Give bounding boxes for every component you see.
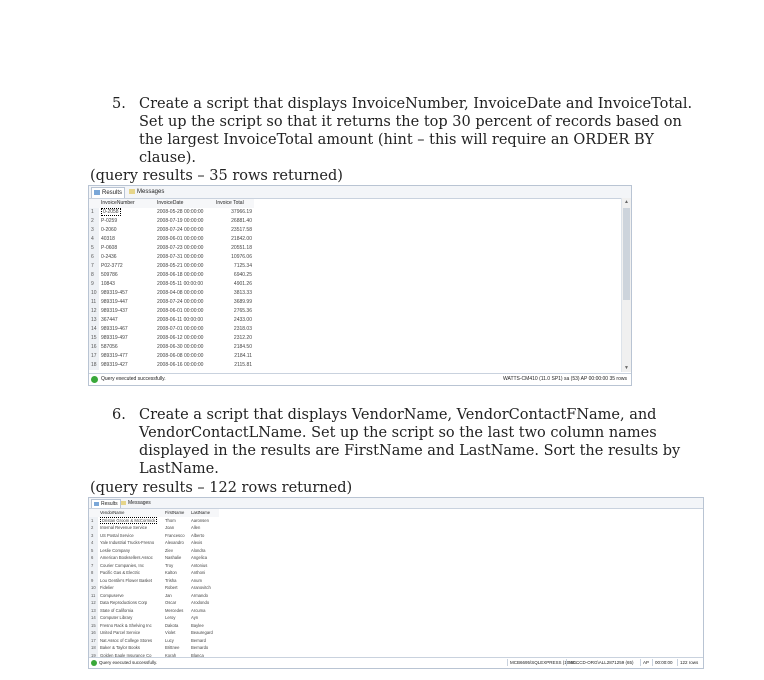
status-message: Query executed successfully.: [101, 376, 166, 382]
table-cell[interactable]: 7125.34: [233, 263, 252, 269]
table-cell[interactable]: Baker & Taylor Books: [100, 645, 140, 650]
table-cell[interactable]: Trisha: [165, 577, 177, 583]
table-row[interactable]: [89, 644, 219, 652]
table-cell[interactable]: 0-2436: [101, 254, 117, 260]
row-number: 11: [89, 298, 99, 307]
table-cell[interactable]: 10976.06: [231, 254, 252, 260]
results-tab[interactable]: Results: [91, 187, 125, 198]
table-cell[interactable]: 2008-06-16 00:00:00: [157, 362, 204, 368]
table-cell[interactable]: P-0608: [101, 245, 118, 251]
table-cell[interactable]: Brittnee: [165, 645, 180, 650]
table-row[interactable]: [89, 622, 219, 630]
table-cell[interactable]: 4901.26: [233, 281, 252, 287]
table-cell[interactable]: 2008-04-08 00:00:00: [157, 290, 204, 296]
table-row[interactable]: [89, 539, 219, 547]
table-cell[interactable]: 10843: [101, 281, 115, 287]
table-row[interactable]: [89, 562, 219, 570]
table-cell[interactable]: Dakota: [165, 622, 179, 628]
messages-icon: [129, 189, 135, 194]
row-number: 14: [89, 614, 98, 622]
table-cell[interactable]: 989319-497: [101, 335, 128, 341]
results-grid-1: [88, 185, 632, 386]
table-cell[interactable]: Jan: [165, 592, 172, 598]
row-number: 2: [89, 524, 98, 532]
table-cell[interactable]: Leroy: [165, 615, 176, 620]
table-cell[interactable]: Thom: [165, 517, 176, 523]
row-number: 18: [89, 644, 98, 652]
column-header[interactable]: LastName: [189, 509, 219, 517]
row-number: 12: [89, 599, 98, 607]
table-cell[interactable]: Nat Assoc of College Stores: [100, 637, 153, 643]
row-number: 6: [89, 554, 98, 562]
table-cell[interactable]: 2115.81: [234, 362, 252, 368]
results-table: [89, 199, 254, 370]
table-row[interactable]: [89, 577, 219, 585]
table-cell[interactable]: 2433.00: [233, 317, 252, 323]
row-number: 9: [89, 280, 99, 289]
table-cell[interactable]: 989319-477: [101, 353, 128, 359]
table-cell[interactable]: Anum: [191, 577, 202, 583]
table-cell[interactable]: Arodondo: [191, 600, 210, 605]
row-number: 16: [89, 343, 99, 352]
status-message: Query executed successfully.: [99, 660, 158, 665]
table-row[interactable]: [89, 607, 219, 615]
table-cell[interactable]: 2008-07-19 00:00:00: [157, 218, 204, 224]
row-number: 17: [89, 352, 99, 361]
table-cell[interactable]: 2008-06-30 00:00:00: [157, 344, 204, 350]
table-cell[interactable]: 2008-06-18 00:00:00: [157, 272, 204, 278]
table-cell[interactable]: 2008-07-31 00:00:00: [157, 254, 204, 260]
table-cell[interactable]: 2008-07-23 00:00:00: [157, 245, 204, 251]
table-row[interactable]: [89, 361, 254, 370]
row-number: 8: [89, 569, 98, 577]
status-bar: [89, 373, 631, 385]
table-cell[interactable]: [98, 517, 163, 525]
results-table: [89, 509, 219, 657]
table-row[interactable]: [89, 325, 254, 334]
table-row[interactable]: [89, 569, 219, 577]
table-cell[interactable]: Bernard: [191, 637, 206, 643]
table-cell[interactable]: P02-3772: [101, 263, 123, 269]
row-number: 1: [89, 517, 98, 525]
row-number: 13: [89, 607, 98, 615]
table-cell[interactable]: 2008-05-28 00:00:00: [157, 209, 204, 215]
grid-area: [89, 199, 621, 372]
table-cell[interactable]: Baylee: [191, 622, 204, 628]
row-number: 10: [89, 289, 99, 298]
results-tab[interactable]: Results: [91, 499, 121, 508]
table-cell[interactable]: Allen: [191, 525, 201, 530]
column-header[interactable]: VendorName: [98, 509, 163, 517]
table-row[interactable]: [89, 584, 219, 592]
elapsed-time: 00:00:00: [652, 659, 673, 666]
table-cell[interactable]: Alondra: [191, 547, 206, 553]
row-number: 10: [89, 584, 98, 592]
table-cell[interactable]: Golden Eagle Insurance Co: [100, 652, 152, 657]
table-cell[interactable]: Alexis: [191, 540, 203, 545]
table-row[interactable]: [89, 280, 254, 289]
table-row[interactable]: [89, 208, 254, 217]
question-number: 5.: [112, 96, 126, 112]
row-number: 12: [89, 307, 99, 316]
question-number: 6.: [112, 407, 126, 423]
table-cell[interactable]: Internal Revenue Service: [100, 525, 148, 530]
grid-icon: [94, 502, 99, 506]
table-cell[interactable]: Anthoni: [191, 570, 206, 575]
table-row[interactable]: [89, 554, 219, 562]
table-row[interactable]: [89, 334, 254, 343]
table-cell[interactable]: 23517.58: [231, 227, 252, 233]
messages-tab[interactable]: Messages: [119, 499, 153, 507]
table-cell[interactable]: 26881.40: [231, 218, 252, 224]
table-cell[interactable]: Robert: [165, 585, 178, 590]
row-number: 5: [89, 547, 98, 555]
table-cell[interactable]: Compuserve: [100, 592, 124, 598]
table-cell[interactable]: Pacific Gas & Electric: [100, 570, 141, 575]
table-row[interactable]: [89, 547, 219, 555]
table-row[interactable]: [89, 262, 254, 271]
header-row: [89, 509, 219, 517]
result-tabs: [89, 498, 703, 509]
table-cell[interactable]: 2008-05-21 00:00:00: [157, 263, 204, 269]
table-cell[interactable]: 989319-457: [101, 290, 128, 296]
server-name: MCB6695\SQLEXPRESS (10.50...: [507, 659, 579, 666]
row-number: 15: [89, 622, 98, 630]
table-cell[interactable]: Nashalie: [165, 555, 182, 560]
row-number: 5: [89, 244, 99, 253]
table-cell[interactable]: Ayn: [191, 615, 199, 620]
table-row[interactable]: [89, 271, 254, 280]
table-cell[interactable]: P-0259: [101, 218, 118, 224]
scroll-thumb[interactable]: [623, 208, 630, 300]
table-cell[interactable]: 37966.19: [231, 209, 252, 215]
table-cell[interactable]: Aranovitch: [191, 585, 211, 590]
row-number: 1: [89, 208, 99, 217]
database-name: AP: [640, 659, 649, 666]
table-cell[interactable]: 2008-07-01 00:00:00: [157, 326, 204, 332]
table-row[interactable]: [89, 592, 219, 600]
table-cell[interactable]: Antonius: [191, 562, 208, 568]
result-tabs: [89, 186, 631, 199]
table-row[interactable]: [89, 352, 254, 361]
table-cell[interactable]: 989319-437: [101, 308, 128, 314]
success-icon: [91, 660, 97, 666]
query-results-caption: (query results – 122 rows returned): [90, 480, 353, 496]
table-cell[interactable]: Beauregard: [191, 630, 213, 635]
table-cell[interactable]: Computer Library: [100, 615, 133, 620]
table-cell[interactable]: 367447: [101, 317, 118, 323]
table-cell[interactable]: 989319-427: [101, 362, 128, 368]
row-number: 4: [89, 235, 99, 244]
question-text: Create a script that displays InvoiceNumber, InvoiceDate and InvoiceTotal. Set up the script so that it returns the top 30 percent of records based on the largest InvoiceTotal amount (hint – this will require an ORDER BY clause).: [139, 96, 693, 166]
table-row[interactable]: [89, 217, 254, 226]
table-cell[interactable]: Bernardo: [191, 645, 209, 650]
row-number: 7: [89, 262, 99, 271]
row-number: 17: [89, 637, 98, 645]
table-row[interactable]: [89, 298, 254, 307]
table-cell[interactable]: Armando: [191, 592, 208, 598]
table-cell[interactable]: 2318.03: [233, 326, 252, 332]
table-cell[interactable]: Data Reproductions Corp: [100, 600, 148, 605]
scroll-up-icon[interactable]: ▲: [624, 199, 629, 205]
column-header[interactable]: InvoiceDate: [155, 199, 214, 208]
table-cell[interactable]: Alexandro: [165, 540, 184, 545]
row-count: 122 rows: [677, 659, 698, 666]
column-header[interactable]: FirstName: [163, 509, 189, 517]
table-row[interactable]: [89, 637, 219, 645]
table-row[interactable]: [89, 517, 219, 525]
row-number: 14: [89, 325, 99, 334]
table-cell[interactable]: 2008-07-24 00:00:00: [157, 227, 204, 233]
table-cell[interactable]: Troy: [165, 562, 174, 568]
success-icon: [91, 376, 98, 383]
row-number: 3: [89, 532, 98, 540]
vertical-scrollbar[interactable]: [621, 198, 631, 372]
table-cell[interactable]: 2184.50: [233, 344, 252, 350]
table-cell[interactable]: US Postal Service: [100, 532, 134, 538]
table-cell[interactable]: 2184.11: [234, 353, 252, 359]
table-row[interactable]: [89, 253, 254, 262]
table-row[interactable]: [89, 235, 254, 244]
table-cell[interactable]: Oscar: [165, 600, 177, 605]
table-cell[interactable]: Leslie Company: [100, 547, 131, 553]
table-cell[interactable]: Joan: [165, 525, 175, 530]
table-cell[interactable]: 2312.20: [233, 335, 252, 341]
table-cell[interactable]: 2008-07-24 00:00:00: [157, 299, 204, 305]
table-row[interactable]: [89, 532, 219, 540]
table-cell[interactable]: Arcuma: [191, 607, 206, 613]
table-cell[interactable]: 2008-06-01 00:00:00: [157, 236, 204, 242]
question-text: Create a script that displays VendorName, VendorContactFName, and VendorContactLName. Set up the script so the last two column names displayed in the results are FirstName and LastName. Sort the results by LastName.: [139, 407, 681, 477]
table-cell[interactable]: Blanca: [191, 652, 204, 657]
table-cell[interactable]: Angelica: [191, 555, 208, 560]
table-cell[interactable]: United Parcel Service: [100, 630, 141, 635]
table-cell[interactable]: Kalton: [165, 570, 177, 575]
row-number: 15: [89, 334, 99, 343]
table-cell[interactable]: [99, 208, 155, 217]
table-cell[interactable]: 20551.18: [231, 245, 252, 251]
table-cell[interactable]: 587056: [101, 344, 118, 350]
table-row[interactable]: [89, 244, 254, 253]
row-number: 2: [89, 217, 99, 226]
table-cell[interactable]: 0-2060: [101, 227, 117, 233]
table-cell[interactable]: Lou Gentile's Flower Basket: [100, 577, 153, 583]
row-number: 13: [89, 316, 99, 325]
table-cell[interactable]: 989319-447: [101, 299, 128, 305]
table-cell[interactable]: 509786: [101, 272, 118, 278]
row-number: 18: [89, 361, 99, 370]
table-cell[interactable]: 6940.25: [233, 272, 252, 278]
table-row[interactable]: [89, 524, 219, 532]
table-cell[interactable]: Francesco: [165, 532, 185, 538]
row-number: 6: [89, 253, 99, 262]
table-cell[interactable]: Ziev: [165, 547, 173, 553]
row-number: 4: [89, 539, 98, 547]
row-number: 16: [89, 629, 98, 637]
results-grid-2: [88, 497, 704, 669]
table-cell[interactable]: 2765.36: [233, 308, 252, 314]
table-cell[interactable]: 2008-06-08 00:00:00: [157, 353, 204, 359]
table-cell[interactable]: 3689.99: [233, 299, 252, 305]
table-cell[interactable]: Alberto: [191, 532, 205, 538]
scroll-down-icon[interactable]: ▼: [624, 365, 629, 371]
table-row[interactable]: [89, 307, 254, 316]
row-number: 7: [89, 562, 98, 570]
table-cell[interactable]: 40318: [101, 236, 115, 242]
table-row[interactable]: [89, 599, 219, 607]
table-cell[interactable]: Yale Industrial Trucks-Fresno: [100, 540, 155, 545]
row-number: 3: [89, 226, 99, 235]
table-cell[interactable]: State of California: [100, 607, 134, 613]
table-cell[interactable]: 2008-05-11 00:00:00: [157, 281, 204, 287]
table-row[interactable]: [89, 343, 254, 352]
selected-cell-text: 0-2058: [103, 209, 119, 215]
column-header[interactable]: InvoiceNumber: [99, 199, 155, 208]
connection-info: WATTS-CM410 (11.0 SP1) sa (53) AP 00:00:00 35 rows: [502, 376, 627, 382]
query-results-caption: (query results – 35 rows returned): [90, 168, 343, 184]
row-number: 9: [89, 577, 98, 585]
table-cell[interactable]: Lucy: [165, 637, 174, 643]
table-cell[interactable]: Korah: [165, 652, 177, 657]
selected-cell-text: Dristan Groom & McCormick: [102, 517, 156, 523]
table-cell[interactable]: American Booksellers Assoc: [100, 555, 153, 560]
table-cell[interactable]: Fresno Rack & Shelving Inc: [100, 622, 152, 628]
grid-area: [89, 509, 703, 657]
table-cell[interactable]: Courier Companies, Inc: [100, 562, 144, 568]
table-cell[interactable]: 2008-06-12 00:00:00: [157, 335, 204, 341]
table-cell[interactable]: Mercedes: [165, 607, 184, 613]
table-row[interactable]: [89, 629, 219, 637]
table-cell[interactable]: 2008-06-11 00:00:00: [157, 317, 204, 323]
table-cell[interactable]: Violet: [165, 630, 176, 635]
table-row[interactable]: [89, 226, 254, 235]
table-row[interactable]: [89, 614, 219, 622]
table-row[interactable]: [89, 316, 254, 325]
table-cell[interactable]: 3813.33: [233, 290, 252, 296]
table-cell[interactable]: Fidelier: [100, 585, 114, 590]
table-cell[interactable]: 21842.00: [231, 236, 252, 242]
grid-icon: [94, 190, 100, 195]
messages-tab[interactable]: Messages: [127, 187, 166, 197]
messages-icon: [121, 501, 126, 505]
header-row: [89, 199, 254, 208]
row-number: 11: [89, 592, 98, 600]
table-cell[interactable]: Aaronsen: [191, 517, 209, 523]
login-name: MCCCD-ORG\ALL2871259 (65): [566, 659, 634, 666]
status-bar: [89, 657, 703, 668]
table-row[interactable]: [89, 289, 254, 298]
table-cell[interactable]: 2008-06-01 00:00:00: [157, 308, 204, 314]
column-header[interactable]: Invoice Total: [214, 199, 254, 208]
row-number: 19: [89, 652, 98, 658]
table-cell[interactable]: 989319-467: [101, 326, 128, 332]
row-number: 8: [89, 271, 99, 280]
